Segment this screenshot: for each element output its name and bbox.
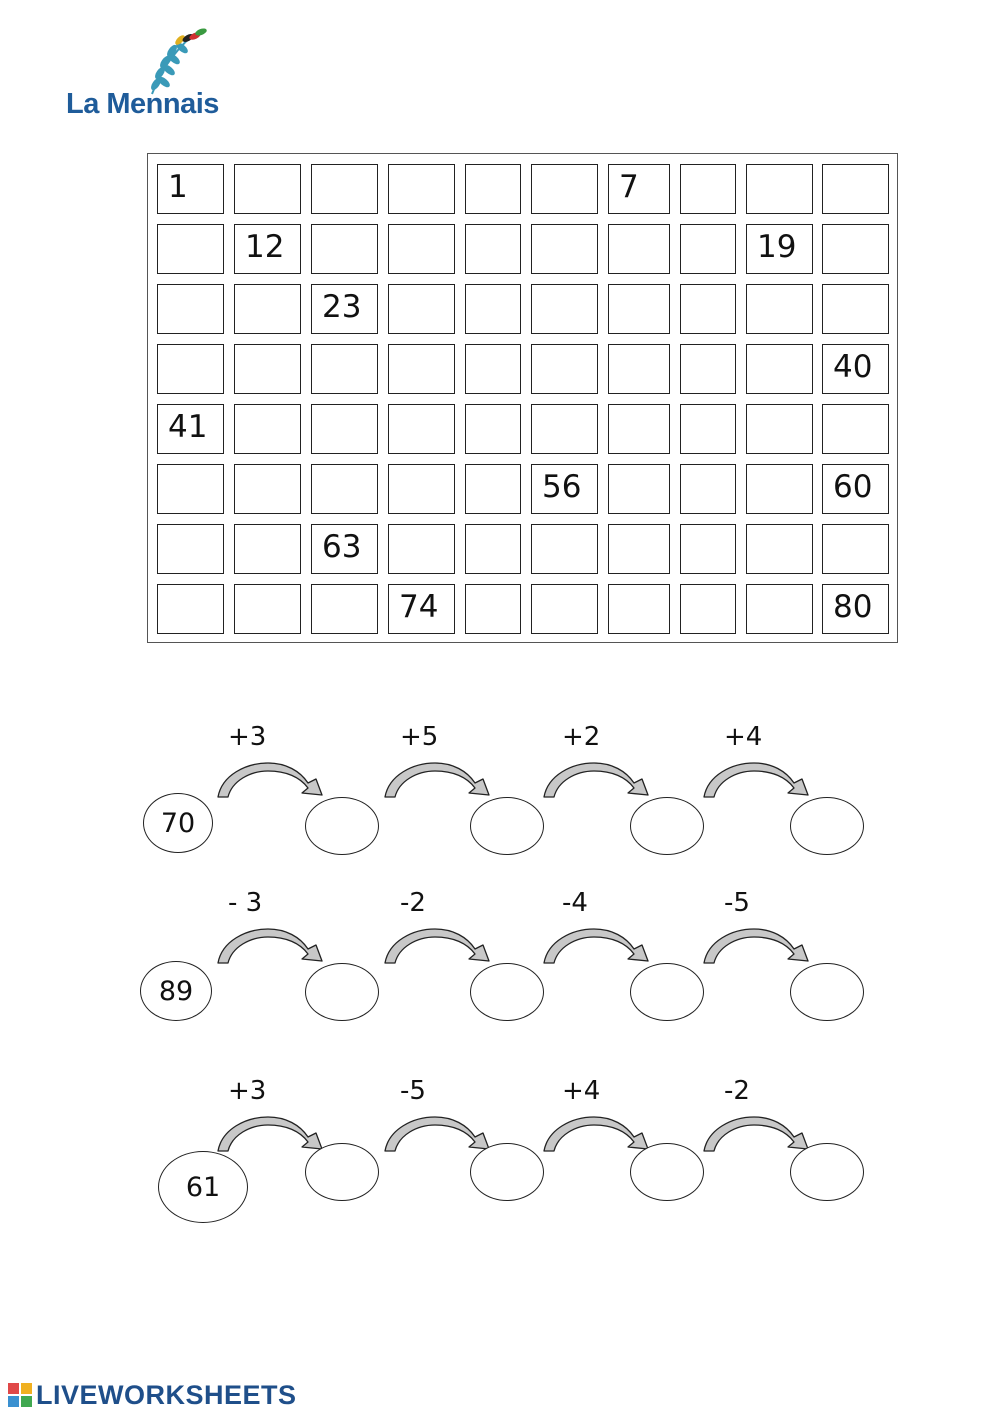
chain-operator: -2 bbox=[724, 1076, 750, 1106]
curved-arrow-icon bbox=[702, 1115, 817, 1155]
grid-cell-answer[interactable] bbox=[531, 524, 598, 574]
grid-cell-answer[interactable] bbox=[680, 404, 736, 454]
grid-cell-answer[interactable] bbox=[311, 584, 378, 634]
grid-cell-answer[interactable] bbox=[746, 524, 813, 574]
chain-answer-oval[interactable] bbox=[790, 1143, 864, 1201]
chain-answer-oval[interactable] bbox=[470, 1143, 544, 1201]
grid-cell-answer[interactable] bbox=[531, 284, 598, 334]
grid-cell-answer[interactable] bbox=[388, 164, 455, 214]
chain-answer-oval[interactable] bbox=[305, 797, 379, 855]
grid-cell-answer[interactable] bbox=[234, 464, 301, 514]
chain-operator: -5 bbox=[400, 1076, 426, 1106]
grid-cell-given: 12 bbox=[234, 224, 301, 274]
grid-cell-answer[interactable] bbox=[311, 164, 378, 214]
grid-cell-answer[interactable] bbox=[608, 464, 670, 514]
grid-cell-answer[interactable] bbox=[822, 284, 889, 334]
grid-cell-answer[interactable] bbox=[311, 464, 378, 514]
grid-cell-given: 56 bbox=[531, 464, 598, 514]
liveworksheets-logo-icon bbox=[8, 1383, 32, 1407]
grid-cell-answer[interactable] bbox=[388, 464, 455, 514]
grid-cell-answer[interactable] bbox=[234, 524, 301, 574]
grid-cell-answer[interactable] bbox=[465, 404, 521, 454]
grid-cell-answer[interactable] bbox=[822, 404, 889, 454]
grid-cell-answer[interactable] bbox=[388, 344, 455, 394]
grid-cell-given: 60 bbox=[822, 464, 889, 514]
curved-arrow-icon bbox=[216, 761, 331, 801]
grid-cell-answer[interactable] bbox=[465, 164, 521, 214]
grid-cell-given: 63 bbox=[311, 524, 378, 574]
school-logo bbox=[64, 26, 224, 126]
grid-cell-given: 19 bbox=[746, 224, 813, 274]
chain-start-value: 89 bbox=[140, 961, 212, 1021]
grid-cell-answer[interactable] bbox=[234, 164, 301, 214]
grid-cell-given: 1 bbox=[157, 164, 224, 214]
grid-cell-answer[interactable] bbox=[234, 584, 301, 634]
grid-cell-answer[interactable] bbox=[465, 344, 521, 394]
grid-cell-given: 40 bbox=[822, 344, 889, 394]
grid-cell-answer[interactable] bbox=[388, 224, 455, 274]
curved-arrow-icon bbox=[542, 927, 657, 967]
grid-cell-answer[interactable] bbox=[465, 224, 521, 274]
chain-operator: +4 bbox=[724, 722, 763, 752]
chain-answer-oval[interactable] bbox=[790, 797, 864, 855]
grid-cell-answer[interactable] bbox=[746, 404, 813, 454]
chain-start-value: 61 bbox=[158, 1151, 248, 1223]
grid-cell-answer[interactable] bbox=[388, 404, 455, 454]
chain-start-value: 70 bbox=[143, 793, 213, 853]
footer bbox=[8, 1380, 297, 1410]
grid-cell-given: 23 bbox=[311, 284, 378, 334]
laurel-icon bbox=[64, 26, 224, 96]
grid-cell-answer[interactable] bbox=[608, 344, 670, 394]
grid-cell-answer[interactable] bbox=[680, 164, 736, 214]
grid-cell-answer[interactable] bbox=[608, 284, 670, 334]
grid-cell-answer[interactable] bbox=[531, 224, 598, 274]
grid-cell-answer[interactable] bbox=[822, 224, 889, 274]
grid-cell-answer[interactable] bbox=[157, 344, 224, 394]
chain-answer-oval[interactable] bbox=[630, 1143, 704, 1201]
grid-cell-answer[interactable] bbox=[388, 284, 455, 334]
grid-cell-answer[interactable] bbox=[822, 524, 889, 574]
curved-arrow-icon bbox=[216, 1115, 331, 1155]
grid-cell-answer[interactable] bbox=[608, 404, 670, 454]
chain-answer-oval[interactable] bbox=[790, 963, 864, 1021]
grid-cell-answer[interactable] bbox=[746, 584, 813, 634]
chain-operator: -4 bbox=[562, 888, 588, 918]
grid-cell-answer[interactable] bbox=[746, 464, 813, 514]
grid-cell-answer[interactable] bbox=[311, 404, 378, 454]
chain-answer-oval[interactable] bbox=[470, 797, 544, 855]
chain-operator: +2 bbox=[562, 722, 601, 752]
chain-answer-oval[interactable] bbox=[630, 797, 704, 855]
grid-cell-answer[interactable] bbox=[465, 584, 521, 634]
grid-cell-answer[interactable] bbox=[680, 224, 736, 274]
curved-arrow-icon bbox=[383, 927, 498, 967]
grid-cell-given: 7 bbox=[608, 164, 670, 214]
grid-cell-answer[interactable] bbox=[465, 284, 521, 334]
grid-cell-answer[interactable] bbox=[234, 404, 301, 454]
grid-cell-answer[interactable] bbox=[157, 584, 224, 634]
chain-operator: -5 bbox=[724, 888, 750, 918]
grid-cell-answer[interactable] bbox=[746, 344, 813, 394]
brand-name: La Mennais bbox=[66, 88, 219, 120]
chain-answer-oval[interactable] bbox=[630, 963, 704, 1021]
grid-cell-answer[interactable] bbox=[822, 164, 889, 214]
chain-answer-oval[interactable] bbox=[305, 1143, 379, 1201]
curved-arrow-icon bbox=[542, 1115, 657, 1155]
grid-cell-answer[interactable] bbox=[608, 224, 670, 274]
grid-cell-answer[interactable] bbox=[680, 284, 736, 334]
grid-cell-answer[interactable] bbox=[608, 584, 670, 634]
grid-cell-answer[interactable] bbox=[388, 524, 455, 574]
grid-cell-given: 41 bbox=[157, 404, 224, 454]
curved-arrow-icon bbox=[383, 761, 498, 801]
grid-cell-answer[interactable] bbox=[234, 344, 301, 394]
chain-operator: +3 bbox=[228, 1076, 267, 1106]
chain-operator: +5 bbox=[400, 722, 439, 752]
grid-cell-given: 74 bbox=[388, 584, 455, 634]
grid-cell-answer[interactable] bbox=[157, 464, 224, 514]
chain-operator: +3 bbox=[228, 722, 267, 752]
grid-cell-answer[interactable] bbox=[680, 524, 736, 574]
grid-cell-answer[interactable] bbox=[234, 284, 301, 334]
grid-cell-answer[interactable] bbox=[311, 344, 378, 394]
grid-cell-answer[interactable] bbox=[608, 524, 670, 574]
grid-cell-answer[interactable] bbox=[531, 164, 598, 214]
curved-arrow-icon bbox=[216, 927, 331, 967]
grid-cell-answer[interactable] bbox=[680, 464, 736, 514]
chain-answer-oval[interactable] bbox=[470, 963, 544, 1021]
chain-operator: +4 bbox=[562, 1076, 601, 1106]
grid-cell-answer[interactable] bbox=[531, 344, 598, 394]
grid-cell-answer[interactable] bbox=[465, 464, 521, 514]
grid-cell-answer[interactable] bbox=[746, 164, 813, 214]
grid-cell-answer[interactable] bbox=[157, 224, 224, 274]
curved-arrow-icon bbox=[542, 761, 657, 801]
chain-operator: -2 bbox=[400, 888, 426, 918]
grid-cell-given: 80 bbox=[822, 584, 889, 634]
curved-arrow-icon bbox=[702, 761, 817, 801]
grid-cell-answer[interactable] bbox=[157, 284, 224, 334]
grid-cell-answer[interactable] bbox=[531, 404, 598, 454]
chain-answer-oval[interactable] bbox=[305, 963, 379, 1021]
grid-cell-answer[interactable] bbox=[531, 584, 598, 634]
grid-cell-answer[interactable] bbox=[311, 224, 378, 274]
curved-arrow-icon bbox=[383, 1115, 498, 1155]
curved-arrow-icon bbox=[702, 927, 817, 967]
grid-cell-answer[interactable] bbox=[465, 524, 521, 574]
grid-cell-answer[interactable] bbox=[746, 284, 813, 334]
grid-cell-answer[interactable] bbox=[157, 524, 224, 574]
footer-brand: LIVEWORKSHEETS bbox=[36, 1379, 297, 1410]
chain-operator: - 3 bbox=[228, 888, 263, 918]
grid-cell-answer[interactable] bbox=[680, 584, 736, 634]
grid-cell-answer[interactable] bbox=[680, 344, 736, 394]
